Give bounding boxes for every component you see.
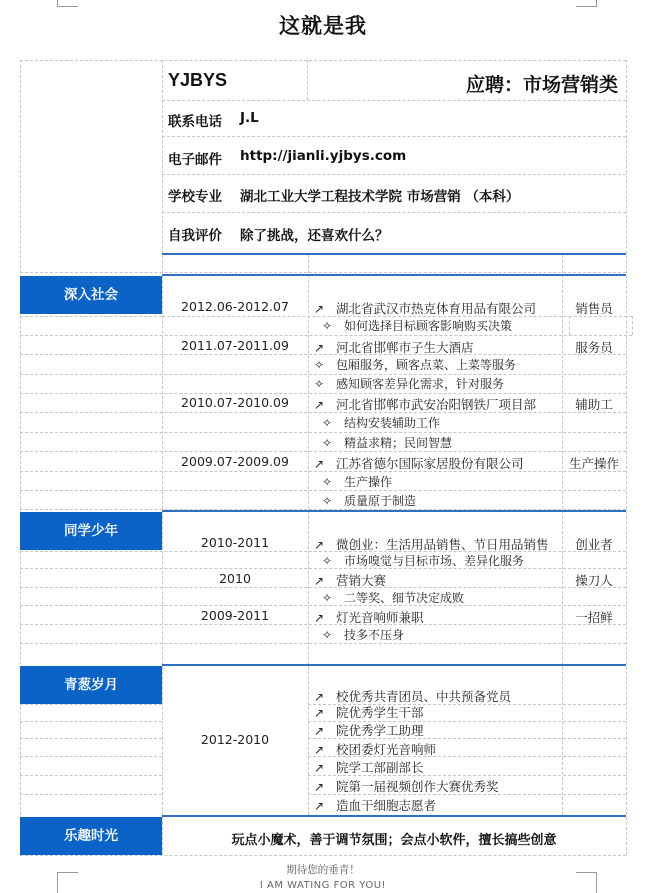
- divider: [162, 510, 626, 512]
- divider: [162, 664, 626, 666]
- row-date: 2010.07-2010.09: [181, 395, 289, 410]
- list-item: ↗ 院第一届视频创作大赛优秀奖: [314, 779, 499, 794]
- grid-line: [20, 721, 162, 722]
- bullet-icon: ✧: [322, 494, 333, 508]
- grid-line: [308, 255, 309, 815]
- row-role: 服务员: [575, 340, 613, 355]
- arrow-icon: ↗: [314, 302, 325, 316]
- bullet-icon: ✧: [322, 591, 333, 605]
- arrow-icon: ↗: [314, 398, 325, 412]
- divider: [162, 815, 626, 817]
- row-role: 操刀人: [575, 573, 613, 588]
- list-item: ✧ 精益求精；民间智慧: [322, 436, 453, 450]
- row-org: ↗ 江苏省德尔国际家居股份有限公司: [314, 456, 524, 471]
- arrow-icon: ↗: [314, 780, 325, 794]
- row-org: ↗ 河北省邯郸市武安冶阳钢铁厂项目部: [314, 397, 537, 412]
- arrow-icon: ↗: [314, 761, 325, 775]
- grid-line: [20, 393, 626, 394]
- list-item: ✧ 生产操作: [322, 475, 393, 489]
- section-tab-hobby: 乐趣时光: [20, 817, 162, 855]
- arrow-icon: ↗: [314, 799, 325, 813]
- list-item: ✧ 包厢服务，顾客点菜、上菜等服务: [314, 358, 517, 372]
- grid-line: [20, 704, 162, 705]
- list-item: ✧ 结构安装辅助工作: [322, 416, 441, 430]
- arrow-icon: ↗: [314, 574, 325, 588]
- arrow-icon: ↗: [314, 457, 325, 471]
- row-date: 2012.06-2012.07: [181, 299, 289, 314]
- bullet-icon: ✧: [322, 436, 333, 450]
- list-item: ↗ 院优秀学生干部: [314, 705, 424, 720]
- bullet-icon: ✧: [322, 628, 333, 642]
- grid-line: [20, 60, 626, 61]
- list-item: ✧ 如何选择目标顾客影响购买决策: [322, 319, 513, 333]
- page-title: 这就是我: [279, 14, 367, 38]
- divider: [162, 253, 626, 255]
- grid-line: [20, 643, 626, 644]
- grid-line: [20, 775, 162, 776]
- grid-line: [626, 60, 627, 855]
- self-eval-value: 除了挑战，还喜欢什么？: [240, 228, 389, 244]
- grid-line: [307, 60, 308, 100]
- row-role: 创业者: [575, 537, 613, 552]
- email-value[interactable]: http://jianli.yjbys.com: [240, 148, 407, 164]
- row-date: 2011.07-2011.09: [181, 338, 289, 353]
- bullet-icon: ✧: [314, 358, 325, 372]
- hobby-text: 玩点小魔术，善于调节氛围；会点小软件，擅长搞些创意: [231, 833, 557, 848]
- phone-label: 联系电话: [168, 114, 222, 130]
- grid-line: [569, 316, 570, 335]
- list-item: ↗ 院学工部副部长: [314, 760, 424, 775]
- grid-line: [20, 756, 162, 757]
- bullet-icon: ✧: [314, 377, 325, 391]
- grid-line: [162, 100, 626, 101]
- crop-mark: [57, 0, 78, 7]
- arrow-icon: ↗: [314, 724, 325, 738]
- list-item: ✧ 二等奖、细节决定成败: [322, 591, 465, 605]
- list-item: ✧ 市场嗅觉与目标市场、差异化服务: [322, 554, 525, 568]
- crop-mark: [576, 0, 597, 7]
- grid-line: [20, 855, 626, 856]
- grid-line: [20, 316, 162, 317]
- grid-line: [20, 272, 626, 273]
- grid-line: [20, 738, 162, 739]
- row-org: ↗ 灯光音响师兼职: [314, 610, 424, 625]
- grid-line: [20, 335, 632, 336]
- grid-line: [632, 316, 633, 335]
- applied-position: 应聘：市场营销类: [465, 74, 618, 96]
- section-tab-peers: 同学少年: [20, 512, 162, 550]
- list-item: ✧ 感知顾客差异化需求，针对服务: [314, 377, 505, 391]
- row-role: 一招鲜: [575, 610, 613, 625]
- row-date: 2010-2011: [200, 535, 270, 550]
- list-item: ↗ 校优秀共青团员、中共预备党员: [314, 689, 512, 704]
- bullet-icon: ✧: [322, 319, 333, 333]
- grid-line: [20, 432, 626, 433]
- footer-message: 期待您的垂青！: [286, 864, 360, 876]
- bullet-icon: ✧: [322, 475, 333, 489]
- row-org: ↗ 营销大赛: [314, 573, 387, 588]
- school-label: 学校专业: [168, 189, 222, 205]
- row-org: ↗ 河北省邯郸市子生大酒店: [314, 340, 474, 355]
- arrow-icon: ↗: [314, 611, 325, 625]
- phone-value: J.L: [240, 110, 259, 126]
- row-date: 2009-2011: [200, 608, 270, 623]
- school-value: 湖北工业大学工程技术学院 市场营销 （本科）: [240, 189, 520, 205]
- grid-line: [20, 60, 21, 855]
- row-date: 2010: [219, 571, 251, 586]
- list-item: ↗ 校团委灯光音响师: [314, 742, 437, 757]
- row-date: 2012-2010: [200, 732, 270, 747]
- grid-line: [162, 174, 626, 175]
- footer-message-en: I AM WATING FOR YOU!: [259, 880, 387, 891]
- list-item: ✧ 质量原于制造: [322, 494, 417, 508]
- arrow-icon: ↗: [314, 743, 325, 757]
- arrow-icon: ↗: [314, 538, 325, 552]
- row-role: 辅助工: [575, 397, 613, 412]
- row-org: ↗ 微创业：生活用品销售、节日用品销售: [314, 537, 549, 552]
- grid-line: [20, 794, 162, 795]
- row-org: ↗ 湖北省武汉市热克体育用品有限公司: [314, 301, 537, 316]
- arrow-icon: ↗: [314, 706, 325, 720]
- candidate-name: YJBYS: [168, 70, 228, 90]
- grid-line: [162, 212, 626, 213]
- row-role: 销售员: [575, 301, 613, 316]
- divider: [162, 274, 626, 276]
- email-label: 电子邮件: [168, 152, 222, 168]
- self-eval-label: 自我评价: [168, 228, 222, 244]
- bullet-icon: ✧: [322, 554, 333, 568]
- list-item: ↗ 造血干细胞志愿者: [314, 798, 437, 813]
- arrow-icon: ↗: [314, 690, 325, 704]
- list-item: ✧ 技多不压身: [322, 628, 405, 642]
- arrow-icon: ↗: [314, 341, 325, 355]
- grid-line: [20, 490, 626, 491]
- row-date: 2009.07-2009.09: [181, 454, 289, 469]
- list-item: ↗ 院优秀学工助理: [314, 723, 424, 738]
- row-role: 生产操作: [568, 456, 619, 471]
- grid-line: [20, 451, 626, 452]
- section-tab-society: 深入社会: [20, 276, 162, 314]
- section-tab-youth: 青葱岁月: [20, 666, 162, 704]
- grid-line: [162, 136, 626, 137]
- bullet-icon: ✧: [322, 416, 333, 430]
